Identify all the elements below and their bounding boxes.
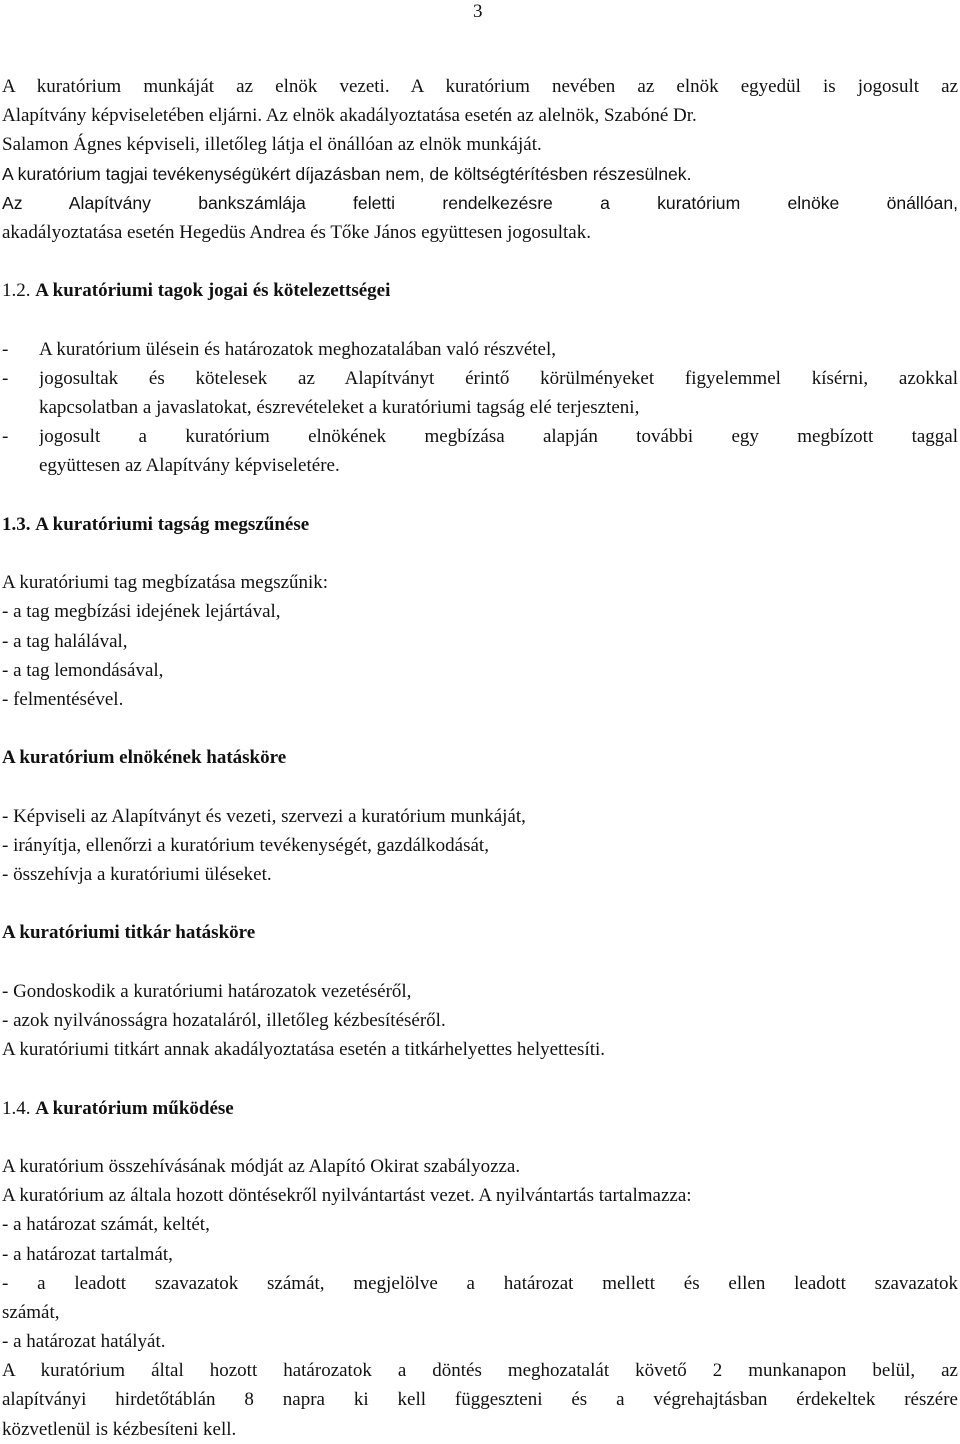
spacer (2, 948, 958, 977)
intro-line: Salamon Ágnes képviseli, illetőleg látja el önállóan az elnök munkáját. (2, 134, 542, 156)
section-number: 1.2. (2, 280, 31, 302)
list-item-text: jogosultak és kötelesek az Alapítványt érintő körülményeket figyelemmel kísérni, azokkal (39, 367, 958, 389)
spacer (2, 539, 958, 568)
page-number: 3 (473, 1, 483, 22)
list-item (2, 335, 958, 364)
spacer (2, 889, 958, 918)
spacer (2, 714, 958, 743)
list-item: - irányítja, ellenőrzi a kuratórium tevékenységét, gazdálkodását, (2, 834, 489, 856)
section-heading-1-2 (2, 276, 958, 305)
chair-heading: A kuratórium elnökének hatásköre (2, 747, 287, 769)
intro-line: akadályoztatása esetén Hegedüs Andrea és Tőke János együttesen jogosultak. (2, 221, 591, 243)
list-item: - azok nyilvánosságra hozataláról, illetőleg kézbesítéséről. (2, 1010, 446, 1031)
section-heading-1-4 (2, 1094, 958, 1123)
list-item: - Képviseli az Alapítványt és vezeti, szervezi a kuratórium munkáját, (2, 805, 526, 827)
secretary-heading: A kuratóriumi titkár hatásköre (2, 922, 256, 944)
list-item-continuation: számát, (2, 1301, 60, 1323)
list-item (2, 422, 958, 451)
text-line: A kuratórium összehívásának módját az Alapító Okirat szabályozza. (2, 1155, 521, 1177)
document-body (2, 72, 958, 1444)
list-dash: - (2, 426, 9, 448)
list-item-text: A kuratórium ülésein és határozatok meghozatalában való részvétel, (39, 338, 557, 360)
text-line: alapítványi hirdetőtáblán 8 napra ki kell függeszteni és a végrehajtásban érdekeltek részére (2, 1389, 958, 1411)
intro-line: A kuratórium tagjai tevékenységükért díjazásban nem, de költségtérítésben részesülnek. (2, 163, 692, 184)
spacer (2, 247, 958, 276)
list-dash: - (2, 338, 9, 360)
text-line: A kuratóriumi tag megbízatása megszűnik: (2, 572, 329, 594)
intro-paragraph (2, 72, 958, 247)
text-line: közvetlenül is kézbesíteni kell. (2, 1418, 237, 1440)
list-dash: - (2, 367, 9, 389)
spacer (2, 1123, 958, 1152)
list-item (2, 364, 958, 393)
list-item: - felmentésével. (2, 688, 124, 710)
intro-line: A kuratórium munkáját az elnök vezeti. A kuratórium nevében az elnök egyedül is jogosult az (2, 76, 958, 97)
list-item: - a leadott szavazatok számát, megjelölve a határozat mellett és ellen leadott szavazatok (2, 1272, 958, 1294)
intro-line: Az Alapítvány bankszámlája feletti rendelkezésre a kuratórium elnöke önállóan, (2, 192, 958, 213)
spacer (2, 1064, 958, 1093)
list-item: - a tag lemondásával, (2, 659, 164, 681)
list-item: - a tag megbízási idejének lejártával, (2, 601, 281, 623)
list-item-continuation: együttesen az Alapítvány képviseletére. (39, 455, 340, 477)
list-item: - összehívja a kuratóriumi üléseket. (2, 864, 272, 886)
list-item: - a határozat hatályát. (2, 1331, 166, 1353)
text-line: A kuratórium által hozott határozatok a döntés meghozatalát követő 2 munkanapon belül, az (2, 1360, 958, 1382)
text-line: A kuratóriumi titkárt annak akadályoztatása esetén a titkárhelyettes helyettesíti. (2, 1039, 606, 1061)
list-item-text: jogosult a kuratórium elnökének megbízása alapján további egy megbízott taggal (39, 426, 958, 448)
list-item: - a határozat tartalmát, (2, 1243, 173, 1265)
section-number: 1.3. (2, 513, 31, 535)
list-item-continuation: kapcsolatban a javaslatokat, észrevételeket a kuratóriumi tagság elé terjeszteni, (39, 397, 640, 419)
intro-line: Alapítvány képviseletében eljárni. Az elnök akadályoztatása esetén az alelnök, Szabóné Dr. (2, 105, 697, 127)
spacer (2, 306, 958, 335)
text-line: A kuratórium az általa hozott döntésekről nyilvántartást vezet. A nyilvántartás tartalmazza: (2, 1185, 692, 1207)
section-heading-1-3 (2, 510, 958, 539)
section-number: 1.4. (2, 1097, 31, 1119)
list-item: - a határozat számát, keltét, (2, 1214, 210, 1236)
section-title: A kuratórium működése (35, 1097, 234, 1119)
list-item: - a tag halálával, (2, 630, 128, 652)
section-title: A kuratóriumi tagok jogai és kötelezettségei (35, 280, 391, 302)
section-title: A kuratóriumi tagság megszűnése (35, 513, 310, 535)
list-item: - Gondoskodik a kuratóriumi határozatok vezetéséről, (2, 980, 412, 1002)
spacer (2, 773, 958, 802)
spacer (2, 481, 958, 510)
